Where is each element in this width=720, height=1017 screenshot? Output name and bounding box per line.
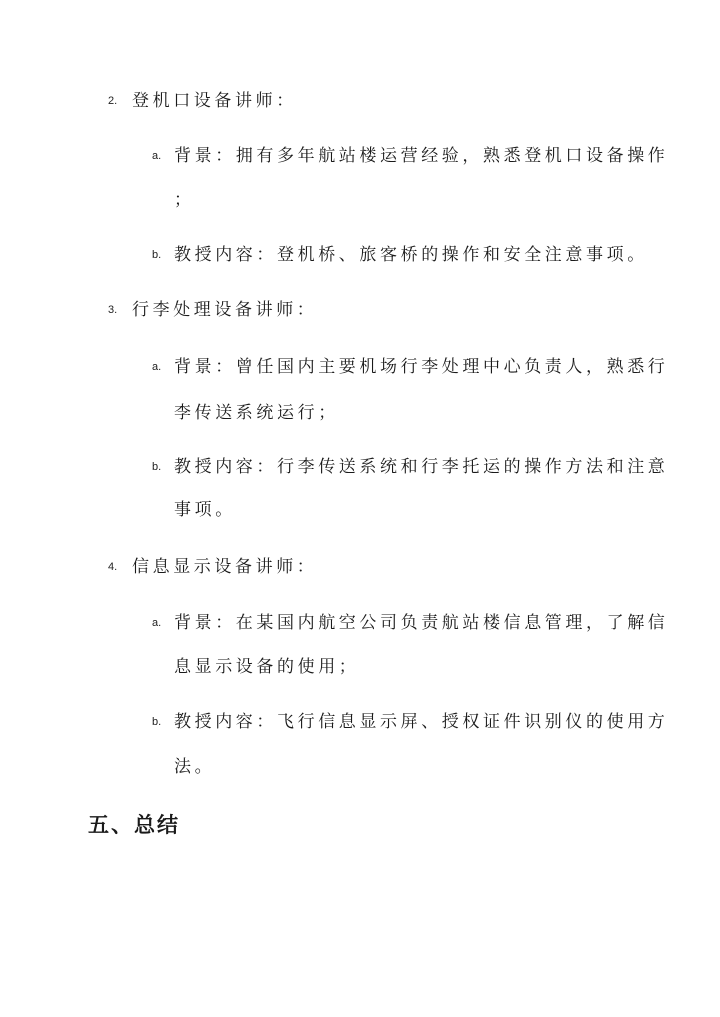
sublist-item-line: 息显示设备的使用； bbox=[174, 657, 360, 677]
list-number: 4. bbox=[108, 561, 118, 573]
list-item-title: 信息显示设备讲师： bbox=[132, 557, 318, 577]
list-item-title: 行李处理设备讲师： bbox=[132, 300, 318, 320]
sublist-item-line: 李传送系统运行； bbox=[174, 403, 339, 423]
sublist-item-line: 背景：在某国内航空公司负责航站楼信息管理，了解信 bbox=[174, 613, 669, 633]
sublist-item-line: 事项。 bbox=[174, 500, 236, 520]
sublist-marker: a. bbox=[152, 617, 162, 629]
sublist-item-line: 背景：拥有多年航站楼运营经验，熟悉登机口设备操作 bbox=[174, 146, 669, 166]
sublist-marker: b. bbox=[152, 249, 162, 261]
list-item-title: 登机口设备讲师： bbox=[132, 91, 297, 111]
sublist-item-line: 背景：曾任国内主要机场行李处理中心负责人，熟悉行 bbox=[174, 357, 669, 377]
sublist-marker: b. bbox=[152, 716, 162, 728]
list-number: 3. bbox=[108, 304, 118, 316]
section-heading: 五、总结 bbox=[88, 813, 180, 837]
sublist-marker: a. bbox=[152, 361, 162, 373]
sublist-item-line: 教授内容：行李传送系统和行李托运的操作方法和注意 bbox=[174, 457, 669, 477]
sublist-marker: b. bbox=[152, 461, 162, 473]
list-number: 2. bbox=[108, 95, 118, 107]
sublist-item-line: 教授内容：登机桥、旅客桥的操作和安全注意事项。 bbox=[174, 245, 648, 265]
sublist-item-line: 教授内容：飞行信息显示屏、授权证件识别仪的使用方 bbox=[174, 712, 669, 732]
sublist-marker: a. bbox=[152, 150, 162, 162]
sublist-item-line: 法。 bbox=[174, 757, 216, 777]
sublist-item-line: ； bbox=[174, 190, 195, 210]
